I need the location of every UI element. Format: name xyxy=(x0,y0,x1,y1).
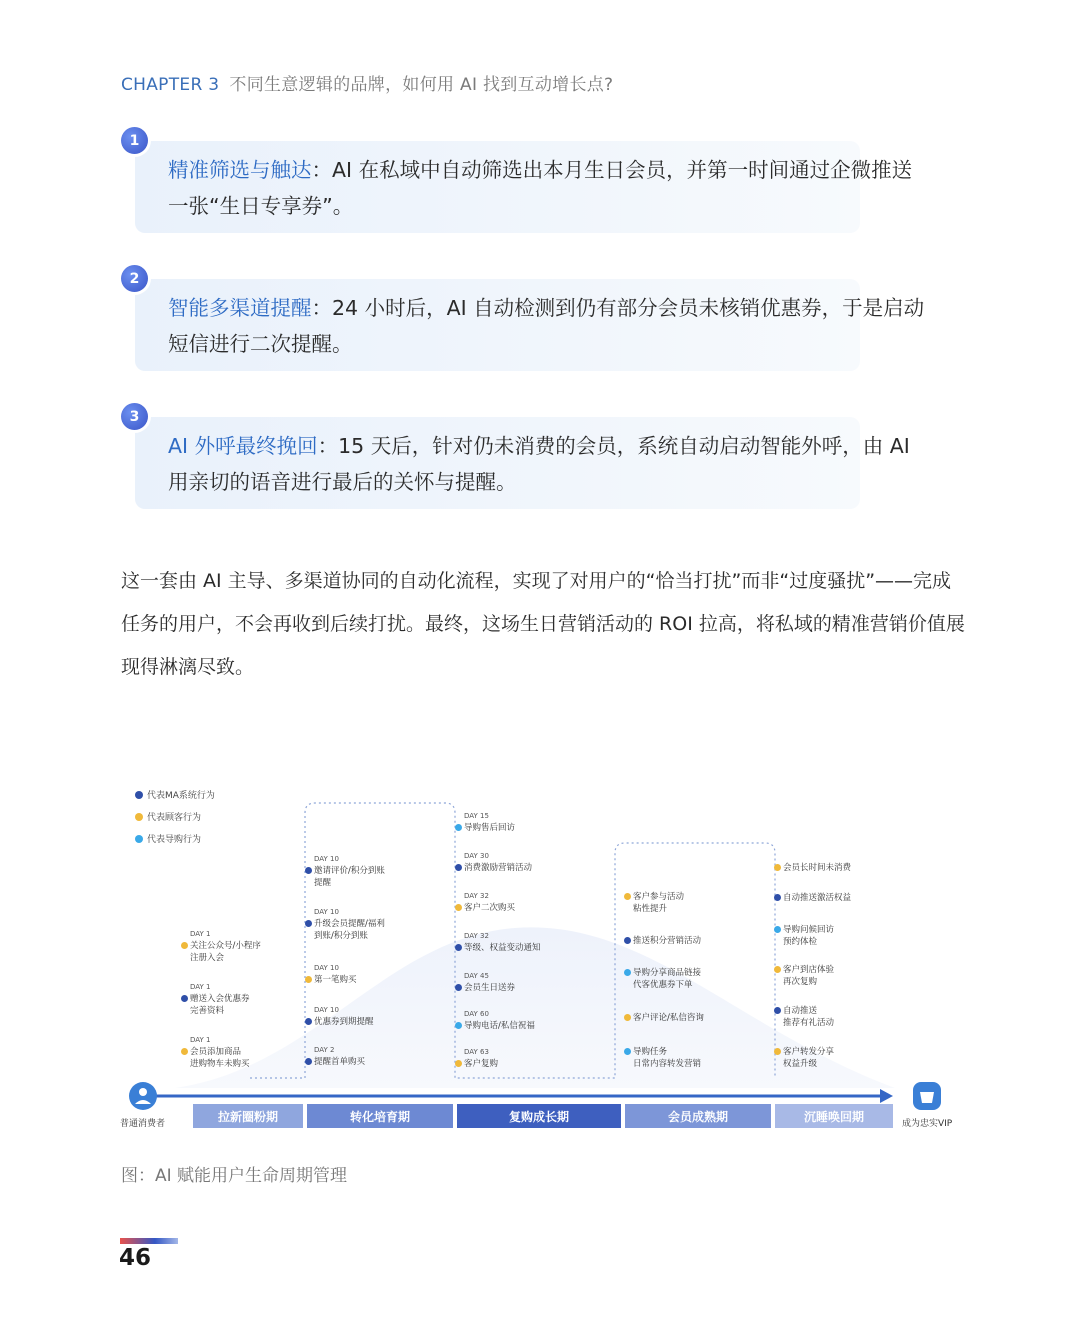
event-label: 到账/积分到账 xyxy=(314,931,368,941)
legend-dot xyxy=(135,835,143,843)
event-label: 自动推送 xyxy=(783,1006,818,1016)
event-dot xyxy=(305,920,312,927)
event-label: 代客优惠券下单 xyxy=(633,980,693,990)
event-label: 优惠券到期提醒 xyxy=(314,1017,374,1027)
event-day: DAY 2 xyxy=(314,1046,335,1054)
event-dot xyxy=(305,1058,312,1065)
chapter-title: 不同生意逻辑的品牌，如何用 AI 找到互动增长点? xyxy=(229,75,614,95)
timeline-event xyxy=(783,924,834,948)
event-dot xyxy=(455,864,462,871)
event-label: 预约体检 xyxy=(783,937,818,947)
legend-dot xyxy=(135,791,143,799)
event-dot xyxy=(774,926,781,933)
event-label: 导购分享商品链接 xyxy=(633,968,702,978)
event-dot xyxy=(774,966,781,973)
event-label: 关注公众号/小程序 xyxy=(190,941,261,951)
timeline-event xyxy=(783,892,851,904)
chapter-label: CHAPTER 3 xyxy=(121,75,220,95)
timeline-event xyxy=(783,1046,834,1070)
timeline-event xyxy=(464,1008,535,1032)
event-label: 会员长时间未消费 xyxy=(783,863,852,873)
event-label: 日常内容转发营销 xyxy=(633,1059,702,1069)
start-label: 普通消费者 xyxy=(120,1119,166,1129)
stage-repurchase: 复购成长期 xyxy=(457,1104,621,1128)
event-day: DAY 45 xyxy=(464,972,489,980)
event-label: 自动推送激活权益 xyxy=(783,893,852,903)
page-header xyxy=(121,70,613,95)
timeline-event xyxy=(464,850,532,874)
step-number-badge: 2 xyxy=(121,265,148,292)
step-text xyxy=(168,152,928,224)
timeline-event xyxy=(464,810,515,834)
event-day: DAY 60 xyxy=(464,1010,489,1018)
step-card-2 xyxy=(129,270,925,371)
step-text xyxy=(168,428,928,500)
stage-mature: 会员成熟期 xyxy=(625,1104,771,1128)
timeline-event xyxy=(314,906,385,942)
event-dot xyxy=(181,1048,188,1055)
step-card-1 xyxy=(129,132,913,233)
event-label: 客户二次购买 xyxy=(464,903,516,913)
timeline-event xyxy=(314,1004,374,1028)
end-label: 成为忠实VIP xyxy=(902,1119,953,1129)
event-dot xyxy=(455,944,462,951)
event-label: 升级会员提醒/福利 xyxy=(314,919,385,929)
event-label: 注册入会 xyxy=(190,953,225,963)
event-label: 赠送入会优惠券 xyxy=(190,994,250,1004)
event-label: 导购任务 xyxy=(633,1047,668,1057)
event-label: 提醒 xyxy=(314,878,332,888)
event-label: 进购物车未购买 xyxy=(190,1059,250,1069)
timeline-event xyxy=(633,935,701,947)
event-day: DAY 1 xyxy=(190,930,211,938)
timeline-event xyxy=(783,1005,834,1029)
event-day: DAY 32 xyxy=(464,892,489,900)
event-day: DAY 10 xyxy=(314,908,339,916)
event-dot xyxy=(624,969,631,976)
event-label: 第一笔购买 xyxy=(314,975,357,985)
event-label: 推荐有礼活动 xyxy=(783,1018,835,1028)
timeline-event xyxy=(633,1012,704,1024)
event-day: DAY 10 xyxy=(314,855,339,863)
step-keyword: AI 外呼最终挽回 xyxy=(168,434,318,458)
event-dot xyxy=(624,1014,631,1021)
event-dot xyxy=(455,1060,462,1067)
event-label: 提醒首单购买 xyxy=(314,1057,366,1067)
event-day: DAY 10 xyxy=(314,1006,339,1014)
timeline-event xyxy=(464,1046,498,1070)
event-label: 客户复购 xyxy=(464,1059,499,1069)
event-day: DAY 63 xyxy=(464,1048,489,1056)
event-day: DAY 30 xyxy=(464,852,489,860)
legend-item: 代表MA系统行为 xyxy=(135,788,215,801)
step-text xyxy=(168,290,928,362)
timeline-event xyxy=(464,930,541,954)
event-day: DAY 10 xyxy=(314,964,339,972)
event-dot xyxy=(455,824,462,831)
timeline-event xyxy=(464,970,515,994)
event-label: 再次复购 xyxy=(783,977,818,987)
event-dot xyxy=(455,984,462,991)
step-keyword: 精准筛选与触达 xyxy=(168,158,312,182)
event-label: 会员添加商品 xyxy=(190,1047,242,1057)
timeline-event xyxy=(633,967,701,991)
step-card-3 xyxy=(129,408,910,509)
event-day: DAY 1 xyxy=(190,1036,211,1044)
event-label: 权益升级 xyxy=(783,1059,818,1069)
event-day: DAY 1 xyxy=(190,983,211,991)
event-label: 客户评论/私信咨询 xyxy=(633,1013,704,1023)
figure-caption: 图：AI 赋能用户生命周期管理 xyxy=(121,1166,348,1186)
timeline-event xyxy=(314,853,385,889)
event-day: DAY 15 xyxy=(464,812,489,820)
event-label: 导购电话/私信祝福 xyxy=(464,1021,535,1031)
event-dot xyxy=(305,976,312,983)
event-label: 客户参与活动 xyxy=(633,892,685,902)
legend-item: 代表顾客行为 xyxy=(135,810,201,823)
event-label: 邀请评价/积分到账 xyxy=(314,866,385,876)
timeline-event xyxy=(633,891,684,915)
event-dot xyxy=(624,893,631,900)
timeline-event xyxy=(190,981,250,1017)
stage-dormant: 沉睡唤回期 xyxy=(775,1104,893,1128)
event-label: 客户转发分享 xyxy=(783,1047,835,1057)
event-dot xyxy=(624,937,631,944)
timeline-event xyxy=(783,964,834,988)
event-label: 会员生日送券 xyxy=(464,983,516,993)
step-number-badge: 3 xyxy=(121,403,148,430)
timeline-event xyxy=(633,1046,701,1070)
event-dot xyxy=(305,867,312,874)
event-dot xyxy=(181,942,188,949)
stage-recruit: 拉新圈粉期 xyxy=(193,1104,303,1128)
event-dot xyxy=(774,1007,781,1014)
timeline-event xyxy=(190,1034,250,1070)
step-keyword: 智能多渠道提醒 xyxy=(168,296,312,320)
page-number: 46 xyxy=(119,1245,152,1271)
legend-item: 代表导购行为 xyxy=(135,832,201,845)
timeline-event xyxy=(783,862,851,874)
event-dot xyxy=(305,1018,312,1025)
event-dot xyxy=(181,995,188,1002)
event-dot xyxy=(455,904,462,911)
step-body: ：15 天后，针对仍未消费的会员，系统自动启动智能外呼，由 AI 用亲切的语音进行最后的关怀与提醒。 xyxy=(168,434,910,494)
page-number-bar xyxy=(120,1238,178,1244)
event-label: 粘性提升 xyxy=(633,904,668,914)
lifecycle-diagram xyxy=(115,778,965,1138)
timeline-arrowhead xyxy=(880,1089,893,1103)
stage-conversion: 转化培育期 xyxy=(307,1104,453,1128)
step-body: ：24 小时后，AI 自动检测到仍有部分会员未核销优惠券，于是启动短信进行二次提醒。 xyxy=(168,296,925,356)
event-label: 等级、权益变动通知 xyxy=(464,943,541,953)
legend-dot xyxy=(135,813,143,821)
event-label: 消费激励营销活动 xyxy=(464,863,533,873)
event-label: 导购售后回访 xyxy=(464,823,516,833)
event-dot xyxy=(624,1048,631,1055)
timeline-event xyxy=(314,1044,365,1068)
step-number-badge: 1 xyxy=(121,127,148,154)
event-label: 导购问候回访 xyxy=(783,925,835,935)
event-dot xyxy=(774,894,781,901)
event-dot xyxy=(455,1022,462,1029)
event-label: 推送积分营销活动 xyxy=(633,936,702,946)
timeline-event xyxy=(190,928,261,964)
event-label: 客户到店体验 xyxy=(783,965,835,975)
timeline-event xyxy=(464,890,515,914)
step-body: ：AI 在私域中自动筛选出本月生日会员，并第一时间通过企微推送一张“生日专享券”。 xyxy=(168,158,913,218)
timeline-event xyxy=(314,962,357,986)
event-label: 完善资料 xyxy=(190,1006,225,1016)
event-dot xyxy=(774,1048,781,1055)
event-dot xyxy=(774,864,781,871)
event-day: DAY 32 xyxy=(464,932,489,940)
body-paragraph: 这一套由 AI 主导、多渠道协同的自动化流程，实现了对用户的“恰当打扰”而非“过度骚扰”——完成任务的用户，不会再收到后续打扰。最终，这场生日营销活动的 ROI 拉高，将私域的精准营销价值展现得淋漓尽致。 xyxy=(121,570,965,678)
